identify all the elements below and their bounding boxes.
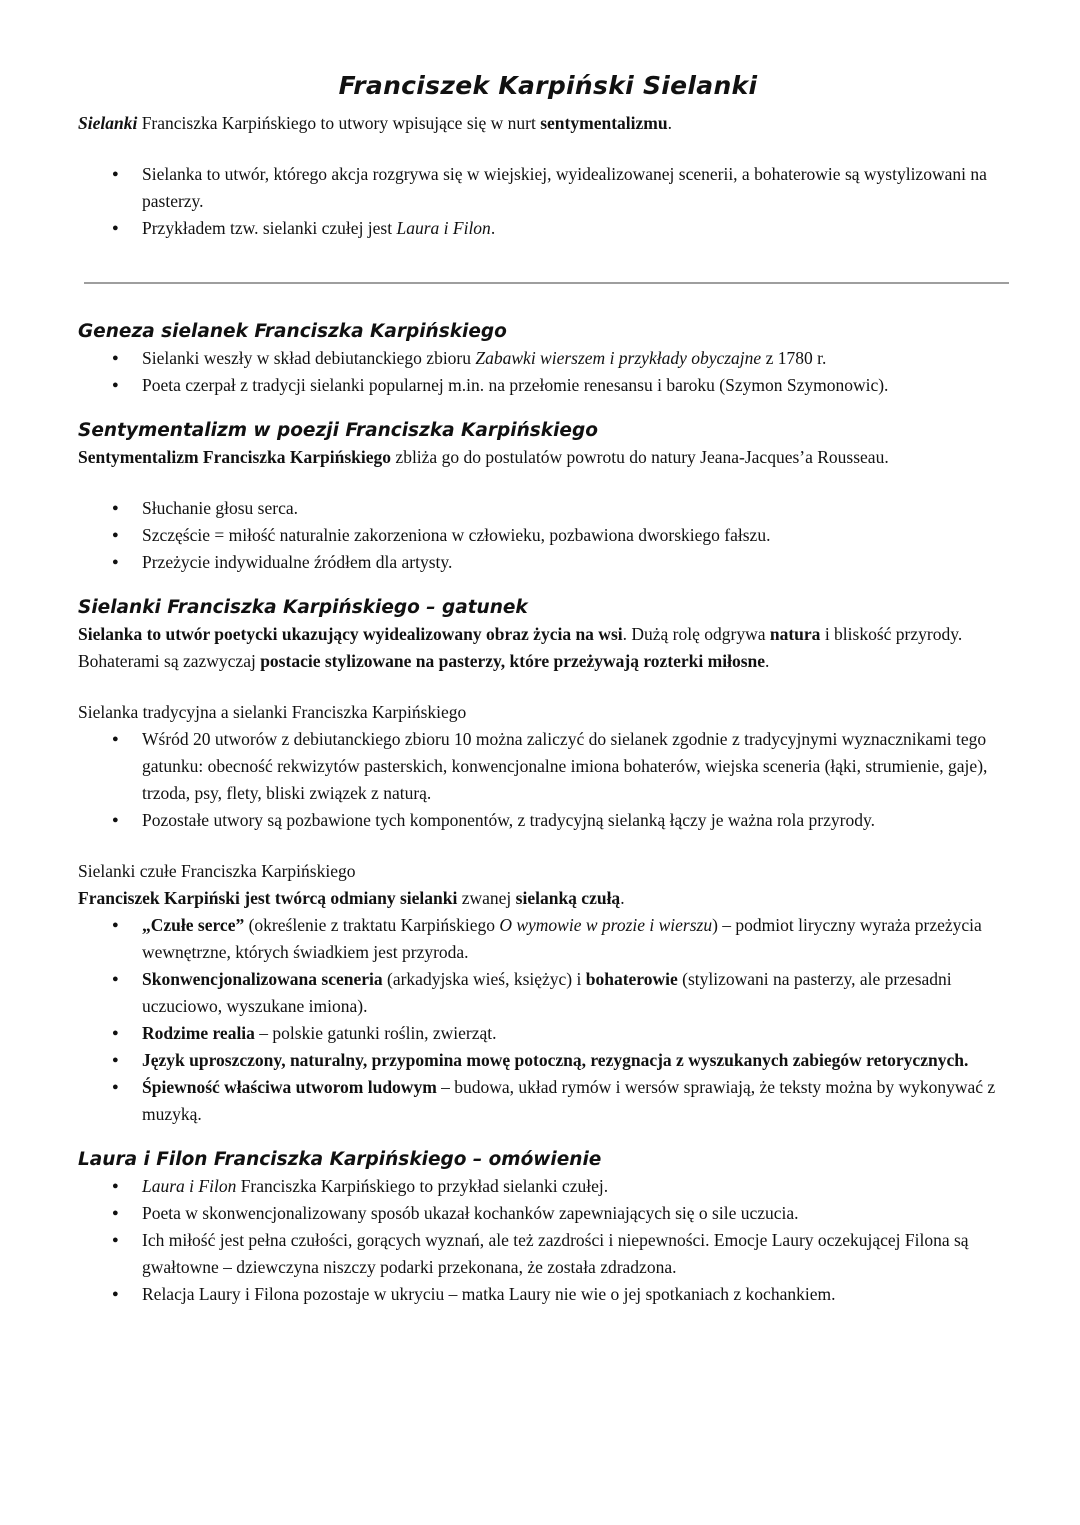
list-item: ● Śpiewność właściwa utworom ludowym – budowa, układ rymów i wersów sprawiają, że teksty można by wykonywać z muzyką. (78, 1074, 1018, 1128)
list-item: ● Przeżycie indywidualne źródłem dla artysty. (78, 549, 1018, 576)
sentymentalizm-list (78, 495, 1018, 576)
list-item: ● „Czułe serce” (określenie z traktatu Karpińskiego O wymowie w prozie i wierszu) – podmiot liryczny wyraża przeżycia wewnętrzne, których świadkiem jest przyroda. (78, 912, 1018, 966)
list-item: ● Relacja Laury i Filona pozostaje w ukryciu – matka Laury nie wie o jej spotkaniach z kochankiem. (78, 1281, 1018, 1308)
list-item: ● Rodzime realia – polskie gatunki roślin, zwierząt. (78, 1020, 1018, 1047)
list-item: ● Pozostałe utwory są pozbawione tych komponentów, z tradycyjną sielanką łączy je ważna rola przyrody. (78, 807, 1018, 834)
section-heading-geneza: Geneza sielanek Franciszka Karpińskiego (78, 321, 507, 342)
section-heading-sentymentalizm: Sentymentalizm w poezji Franciszka Karpińskiego (78, 420, 598, 441)
intro-paragraph: Sielanki Franciszka Karpińskiego to utwory wpisujące się w nurt sentymentalizmu. (78, 113, 672, 133)
czule-paragraph: Franciszek Karpiński jest twórcą odmiany sielanki zwanej sielanką czułą. (78, 888, 625, 908)
list-item: ● Szczęście = miłość naturalnie zakorzeniona w człowieku, pozbawiona dworskiego fałszu. (78, 522, 1018, 549)
list-item: ● Laura i Filon Franciszka Karpińskiego to przykład sielanki czułej. (78, 1173, 1018, 1200)
tradycyjna-list (78, 726, 1018, 834)
list-item: ● Sielanki weszły w skład debiutanckiego zbioru Zabawki wierszem i przykłady obyczajne z 1780 r. (78, 345, 1018, 372)
subsection-title-czule: Sielanki czułe Franciszka Karpińskiego (78, 861, 356, 881)
list-item: ● Przykładem tzw. sielanki czułej jest Laura i Filon. (78, 215, 1018, 242)
list-item: ● Poeta w skonwencjonalizowany sposób ukazał kochanków zapewniających się o sile uczucia. (78, 1200, 1018, 1227)
czule-list (78, 912, 1018, 1128)
document-page (78, 68, 1018, 1308)
geneza-list (78, 345, 1018, 399)
list-item: ● Ich miłość jest pełna czułości, gorących wyznań, ale też zazdrości i niepewności. Emocje Laury oczekującej Filona są gwałtowne – dziewczyna niszczy podarki przekonana, że została zdradzona. (78, 1227, 1018, 1281)
horizontal-divider (84, 282, 1009, 284)
section-heading-laura: Laura i Filon Franciszka Karpińskiego – omówienie (78, 1149, 602, 1170)
list-item: ● Słuchanie głosu serca. (78, 495, 1018, 522)
document-title: Franciszek Karpiński Sielanki (338, 71, 758, 100)
gatunek-paragraph: Sielanka to utwór poetycki ukazujący wyidealizowany obraz życia na wsi. Dużą rolę odgrywa natura i bliskość przyrody. Bohaterami są zazwyczaj postacie stylizowane na pasterzy, które przeżywają rozterki miłosne. (78, 624, 963, 671)
list-item: ● Skonwencjonalizowana sceneria (arkadyjska wieś, księżyc) i bohaterowie (stylizowani na pasterzy, ale przesadni uczuciowo, wyszukane imiona). (78, 966, 1018, 1020)
list-item: ● Wśród 20 utworów z debiutanckiego zbioru 10 można zaliczyć do sielanek zgodnie z tradycyjnymi wyznacznikami tego gatunku: obecność rekwizytów pasterskich, konwencjonalne imiona bohaterów, wiejska sceneria (łąki, strumienie, gaje), trzoda, psy, flety, bliski związek z naturą. (78, 726, 1018, 807)
laura-list (78, 1173, 1018, 1308)
intro-list (78, 161, 1018, 242)
list-item: ● Poeta czerpał z tradycji sielanki popularnej m.in. na przełomie renesansu i baroku (Szymon Szymonowic). (78, 372, 1018, 399)
list-item: ● Sielanka to utwór, którego akcja rozgrywa się w wiejskiej, wyidealizowanej scenerii, a bohaterowie są wystylizowani na pasterzy. (78, 161, 1018, 215)
sentymentalizm-paragraph: Sentymentalizm Franciszka Karpińskiego zbliża go do postulatów powrotu do natury Jeana-Jacques’a Rousseau. (78, 447, 889, 467)
list-item: ● Język uproszczony, naturalny, przypomina mowę potoczną, rezygnacja z wyszukanych zabiegów retorycznych. (78, 1047, 1018, 1074)
intro-lead: Sielanki (78, 113, 138, 133)
subsection-title-tradycyjna: Sielanka tradycyjna a sielanki Franciszka Karpińskiego (78, 702, 467, 722)
section-heading-gatunek: Sielanki Franciszka Karpińskiego – gatunek (78, 597, 528, 618)
